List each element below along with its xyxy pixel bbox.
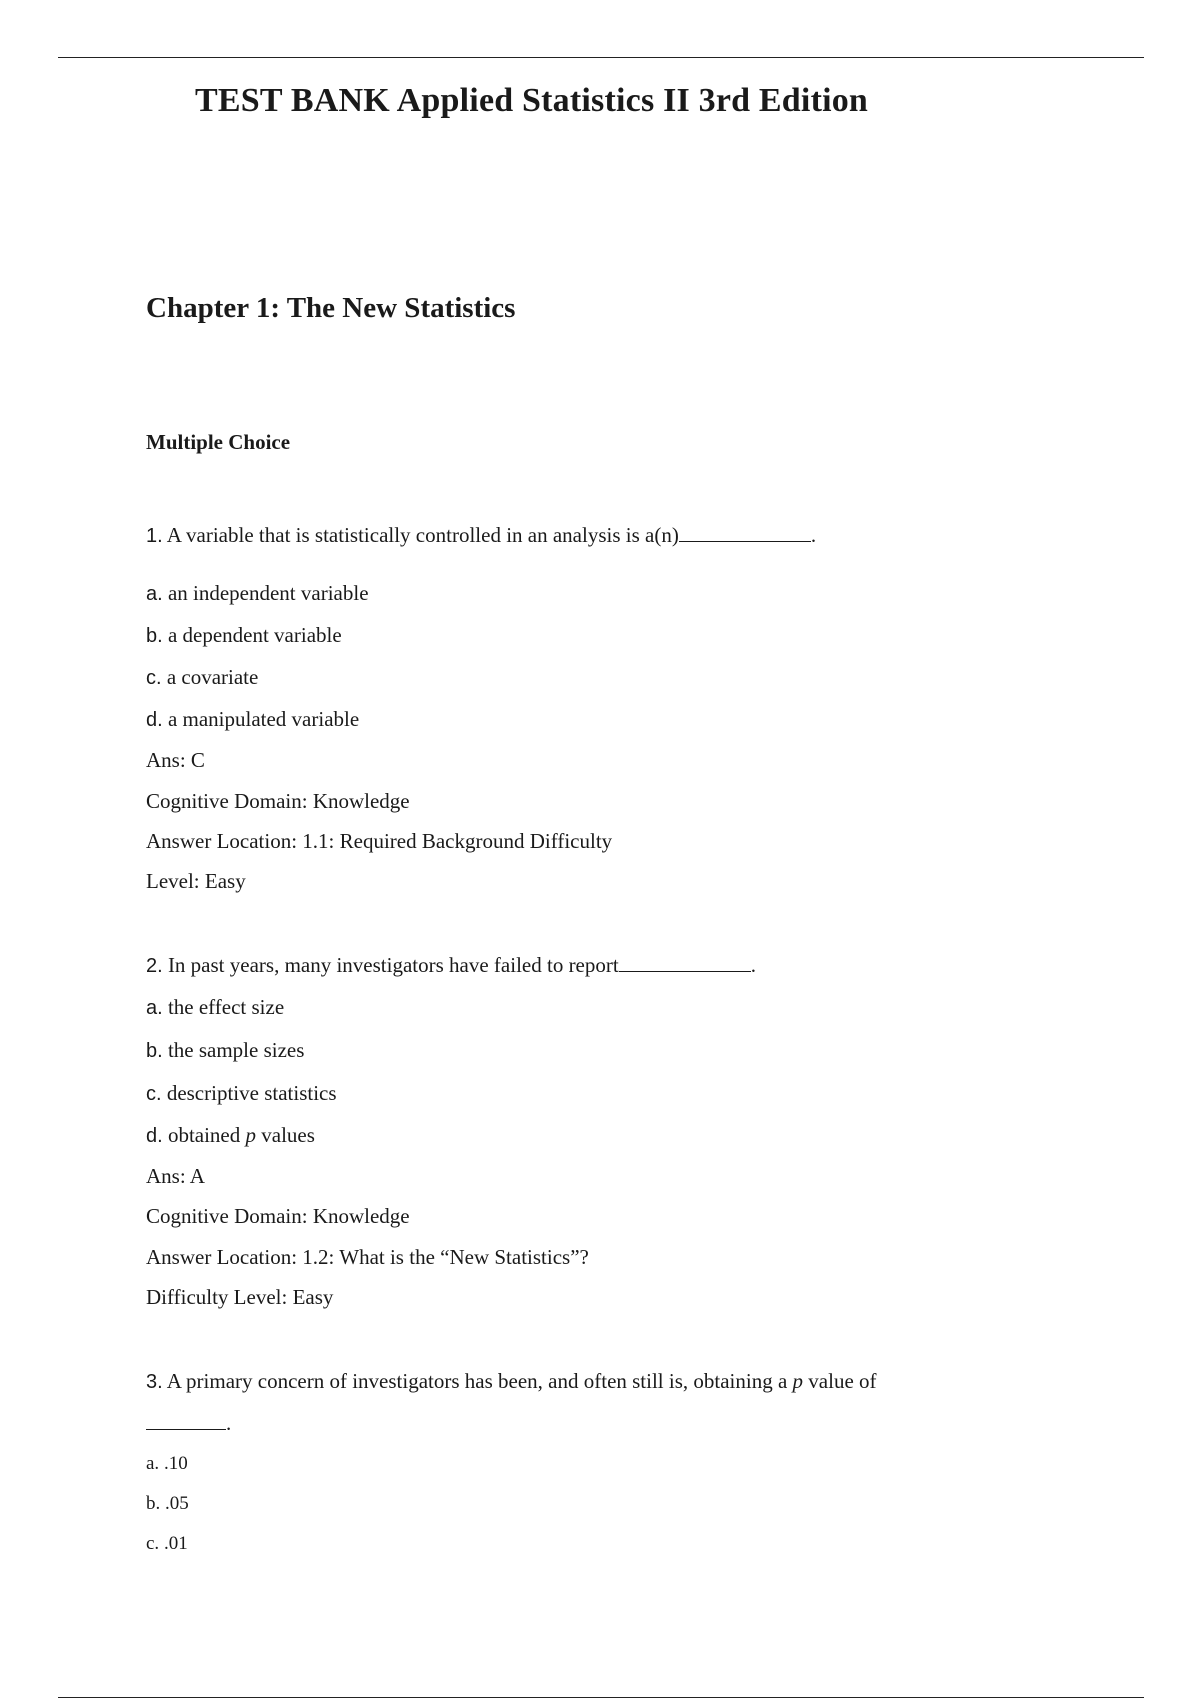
option-text: .05 <box>165 1493 189 1514</box>
option-a <box>146 580 369 607</box>
answer-key: Ans: C <box>146 748 205 772</box>
question-text-after: value of <box>803 1369 877 1393</box>
option-letter: c. <box>146 1533 160 1554</box>
option-text: descriptive statistics <box>166 1081 337 1105</box>
question-number: 2. <box>146 955 163 977</box>
option-letter: b. <box>146 1040 163 1062</box>
question-number: 1. <box>146 525 163 547</box>
option-text: an independent variable <box>167 581 369 605</box>
question-3 <box>146 1368 877 1395</box>
question-2 <box>146 952 756 979</box>
option-text: the sample sizes <box>167 1038 305 1062</box>
option-c <box>146 1531 188 1557</box>
option-text: the effect size <box>167 995 285 1019</box>
question-3-blank-line <box>146 1410 231 1436</box>
top-rule <box>58 57 1144 58</box>
question-text: A primary concern of investigators has been, and often still is, obtaining a <box>166 1369 793 1393</box>
option-text: obtained <box>167 1123 241 1147</box>
cognitive-domain: Cognitive Domain: Knowledge <box>146 789 410 813</box>
answer-key: Ans: A <box>146 1164 205 1188</box>
answer-location: Answer Location: 1.2: What is the “New Statistics”? <box>146 1245 589 1269</box>
question-text: A variable that is statistically controlled in an analysis is a(n) <box>166 523 679 547</box>
cognitive-domain: Cognitive Domain: Knowledge <box>146 1204 410 1228</box>
option-letter: c. <box>146 667 162 689</box>
question-text: In past years, many investigators have failed to report <box>167 953 619 977</box>
difficulty-level: Level: Easy <box>146 869 246 893</box>
option-letter: b. <box>146 1493 161 1514</box>
chapter-title: Chapter 1: The New Statistics <box>146 292 516 324</box>
option-text: a dependent variable <box>167 623 342 647</box>
p-symbol: p <box>792 1369 804 1393</box>
document-title: TEST BANK Applied Statistics II 3rd Edition <box>195 82 869 119</box>
answer-location: Answer Location: 1.1: Required Background Difficulty <box>146 829 613 853</box>
option-a <box>146 1451 188 1477</box>
question-end: . <box>226 1411 232 1435</box>
option-letter: a. <box>146 583 163 605</box>
option-letter: a. <box>146 1453 160 1474</box>
option-text: a manipulated variable <box>167 707 360 731</box>
answer-blank <box>146 1411 226 1430</box>
option-b <box>146 1491 189 1517</box>
option-letter: d. <box>146 709 163 731</box>
option-text: .10 <box>163 1453 188 1474</box>
answer-blank <box>679 523 811 542</box>
question-end: . <box>810 523 817 547</box>
section-title: Multiple Choice <box>146 430 291 454</box>
option-letter: b. <box>146 625 163 647</box>
option-c <box>146 664 258 691</box>
option-text: .01 <box>163 1533 188 1554</box>
option-text: a covariate <box>166 665 259 689</box>
p-symbol: p <box>245 1123 256 1147</box>
option-d <box>146 1122 315 1149</box>
option-c <box>146 1080 337 1107</box>
option-b <box>146 1037 304 1064</box>
option-letter: a. <box>146 997 163 1019</box>
option-text-after: values <box>256 1123 315 1147</box>
difficulty-level: Difficulty Level: Easy <box>146 1285 334 1309</box>
bottom-rule <box>58 1697 1144 1698</box>
option-a <box>146 994 284 1021</box>
question-1 <box>146 522 816 549</box>
question-end: . <box>750 953 756 977</box>
option-letter: c. <box>146 1083 162 1105</box>
answer-blank <box>619 953 751 972</box>
option-d <box>146 706 359 733</box>
option-b <box>146 622 342 649</box>
option-letter: d. <box>146 1125 163 1147</box>
question-number: 3. <box>146 1371 163 1393</box>
